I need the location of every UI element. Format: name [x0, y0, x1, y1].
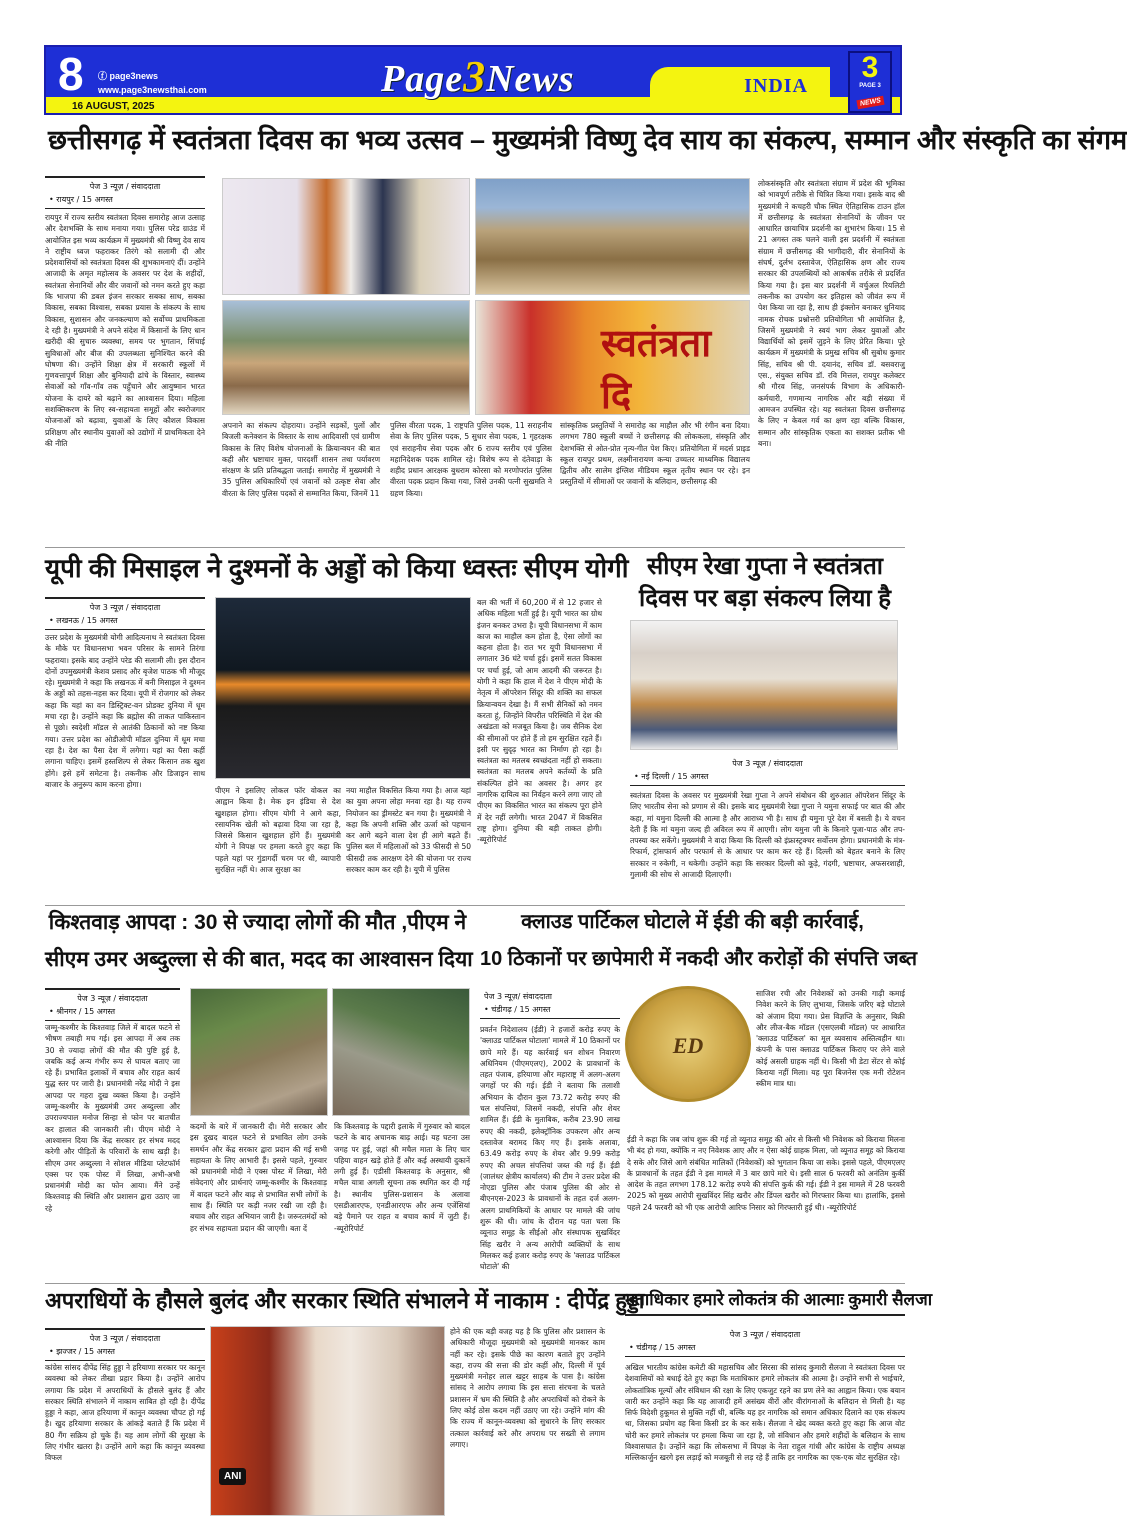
article-column: अखिल भारतीय कांग्रेस कमेटी की महासचिव और सिरसा की सांसद कुमारी सैलजा ने स्वतंत्रता दिवस पर देशवासियों को बधाई देते हुए कहा कि मताधिकार हमारे लोकतंत्र की आत्मा है। उन्होंने सभी से भाईचारे, लोकतांत्रिक मूल्यों और संविधान की रक्षा के लिए एकजुट रहने का प्रण लेने का आह्वान किया। एक बयान जारी कर उन्होंने कहा कि यह आजादी हमें असंख्य वीरों और वीरांगनाओं के बलिदान से मिली है। यह सिर्फ विदेशी हुकूमत से मुक्ति नहीं थी, बल्कि यह हर नागरिक को समान अधिकार दिलाने का एक संकल्प था, जिसका प्रयोग वह बिना किसी डर के कर सके। सैलजा ने खेद व्यक्त करते हुए कहा कि आज वोट चोरी कर हमारे लोकतंत्र पर हमला किया जा रहा है, जो संविधान और हमारे शहीदों के बलिदान के साथ विश्वासघात है। उन्होंने कहा कि लोकसभा में विपक्ष के नेता राहुल गांधी और कांग्रेस के राष्ट्रीय अध्यक्ष मल्लिकार्जुन खरगे इस लड़ाई को मजबूती से लड़ रहे हैं ताकि हर नागरिक का एक-एक वोट सुरक्षित रहे।	[625, 1363, 905, 1463]
headline-ed-line1: क्लाउड पार्टिकल घोटाले में ईडी की बड़ी कार्रवाई,	[521, 911, 864, 933]
byline-place: • श्रीनगर / 15 अगस्त	[49, 1007, 115, 1016]
masthead	[44, 45, 902, 115]
issue-date: 16 AUGUST, 2025	[72, 101, 155, 112]
article-column: रायपुर में राज्य स्तरीय स्वतंत्रता दिवस समारोह आज उत्साह और देशभक्ति के साथ मनाया गया। पुलिस परेड ग्राउंड में आयोजित इस भव्य कार्यक्रम में मुख्यमंत्री श्री विष्णु देव साय ने राष्ट्रीय ध्वज फहराकर तिरंगे को सलामी दी और प्रदेशवासियों को स्वतंत्रता दिवस की शुभकामनाएं दीं। उन्होंने आजादी के अमृत महोत्सव के अवसर पर देश के शहीदों, स्वतंत्रता सेनानियों और वीर जवानों को नमन करते हुए कहा कि भाजपा की डबल इंजन सरकार सबका साथ, सबका विकास, सबका विश्वास, सबका प्रयास के संकल्प के साथ विकास, सुशासन और जनकल्याण को सर्वोच्च प्राथमिकता दे रही है। मुख्यमंत्री ने अपने संदेश में किसानों के लिए धान खरीदी की सुचारु व्यवस्था, समय पर भुगतान, सिंचाई सुविधाओं और बीज की उपलब्धता सुनिश्चित करने की घोषणा की। उन्होंने शिक्षा क्षेत्र में सरकारी स्कूलों में गुणवत्तापूर्ण शिक्षा और बुनियादी ढांचे के विस्तार, स्वास्थ्य सेवाओं को गाँव-गाँव तक पहुँचाने और आयुष्मान भारत योजना के दायरे को बढ़ाने का आश्वासन दिया। महिला सशक्तिकरण के लिए स्व-सहायता समूहों और स्वरोजगार योजनाओं को बढ़ावा, युवाओं के लिए कौशल विकास प्रशिक्षण और स्थानीय युवाओं को उद्योगों में प्राथमिकता देने की नीति	[45, 213, 205, 448]
region-label: INDIA	[744, 75, 808, 97]
article-column: प्रवर्तन निदेशालय (ईडी) ने हजारों करोड़ रुपए के 'क्लाउड पार्टिकल घोटाला' मामले में 10 ठिकानों पर छापे मारे हैं। यह कार्रवाई धन शोधन निवारण अधिनियम (पीएमएलए), 2002 के प्रावधानों के तहत पंजाब, हरियाणा और महाराष्ट्र में अलग-अलग जगहों पर की गई। ईडी ने बताया कि तलाशी अभियान के दौरान कुल 73.72 करोड़ रुपए की चल संपत्तियां, जिसमें नकदी, संपत्ति और शेयर शामिल हैं। ईडी के मुताबिक, करीब 23.90 लाख रुपए की नकदी, इलेक्ट्रॉनिक उपकरण और अन्य दस्तावेज बरामद किए गए हैं। इसके अलावा, 63.49 करोड़ रुपए के शेयर और 9.99 करोड़ रुपए की अचल संपत्तियां जब्त की गई हैं। ईडी (जालंधर क्षेत्रीय कार्यालय) की टीम ने उत्तर प्रदेश की नोएडा पुलिस और पंजाब पुलिस की ओर से बीएनएस-2023 के प्रावधानों के तहत दर्ज अलग-अलग प्राथमिकियों के आधार पर मामले की जांच शुरू की थी। जांच के दौरान यह पता चला कि व्यूनाउ समूह के सीईओ और संस्थापक सुखविंदर सिंह खरौर ने अन्य आरोपी व्यक्तियों के साथ मिलकर कई हजार करोड़ रुपए के 'क्लाउड पार्टिकल घोटाले' की	[480, 1025, 620, 1272]
section-divider	[45, 1283, 905, 1284]
byline	[630, 755, 905, 786]
article-column: जम्मू-कश्मीर के किश्तवाड़ जिले में बादल फटने से भीषण तबाही मच गई। इस आपदा में अब तक 30 से ज्यादा लोगों की मौत की पुष्टि हुई है, जबकि कई अन्य गंभीर रूप से घायल बताए जा रहे हैं। प्रभावित इलाकों में बचाव और राहत कार्य युद्ध स्तर पर जारी है। प्रधानमंत्री नरेंद्र मोदी ने इस आपदा पर गहरा दुख व्यक्त किया है। उन्होंने जम्मू-कश्मीर के मुख्यमंत्री उमर अब्दुल्ला और उपराज्यपाल मनोज सिन्हा से फोन पर बातचीत कर हालात की जानकारी ली। पीएम मोदी ने आश्वासन दिया कि केंद्र सरकार हर संभव मदद करेगी और पीड़ितों के परिवारों के साथ खड़ी है। सीएम उमर अब्दुल्ला ने सोशल मीडिया प्लेटफॉर्म एक्स पर एक पोस्ट में लिखा, अभी-अभी प्रधानमंत्री मोदी का फोन आया। मैंने उन्हें किश्तवाड़ की स्थिति और प्रशासन द्वारा उठाए जा रहे	[45, 1023, 180, 1213]
byline-place: • रायपुर / 15 अगस्त	[49, 195, 113, 204]
newspaper-logo	[381, 51, 575, 102]
byline	[45, 1328, 205, 1361]
article-column: पुलिस वीरता पदक, 1 राष्ट्रपति पुलिस पदक, 11 सराहनीय सेवा के लिए पुलिस पदक, 5 सुधार सेवा पदक, 1 गृहरक्षक एवं सराहनीय सेवा पदक और 6 राज्य स्तरीय एवं पुलिस महानिदेशक पदक शामिल रहे। विशेष रूप से दंतेवाड़ा के शहीद प्रधान आरक्षक बुधराम कोरसा को मरणोपरांत पुलिस वीरता पदक प्रदान किया गया, जिसे उनकी पत्नी सुखमति ने ग्रहण किया।	[390, 421, 552, 498]
headline-kishtwar-line1: किश्तवाड़ आपदा : 30 से ज्यादा लोगों की मौत ,पीएम ने	[48, 911, 467, 934]
byline-source: पेज 3 न्यूज़ / संवाददाता	[89, 1334, 161, 1343]
byline	[45, 988, 180, 1021]
article-column: साजिश रची और निवेशकों को उनकी गाढ़ी कमाई निवेश करने के लिए लुभाया, जिसके जरिए बड़े घोटाले को अंजाम दिया गया। प्रेस विज्ञप्ति के अनुसार, बिक्री और लीज-बैक मॉडल (एसएलबी मॉडल) पर आधारित 'क्लाउड पार्टिकल' का मूल व्यवसाय अस्तित्वहीन था। कंपनी के पास क्लाउड पार्टिकल किराए पर लेने वाले कोई असली ग्राहक नहीं थे। किसी भी डेटा सेंटर से कोई किराया नहीं मिला। यह पूरा बिजनेस एक मनी रोटेशन स्कीम मात्र था।	[756, 989, 905, 1089]
byline-place: • चंडीगढ़ / 15 अगस्त	[629, 1343, 696, 1352]
ed-seal-emblem	[625, 986, 751, 1102]
article-column: होने की एक बड़ी वजह यह है कि पुलिस और प्रशासन के अधिकारी मौजूदा मुख्यमंत्री को मुख्यमंत्री मानकर काम नहीं कर रहे। इसके पीछे का कारण बताते हुए उन्होंने कहा, राज्य की सत्ता की डोर कहीं और, दिल्ली में पूर्व मुख्यमंत्री मनोहर लाल खट्टर साहब के पास है। कांग्रेस सांसद ने आरोप लगाया कि इस सत्ता संरचना के चलते प्रशासन में भ्रम की स्थिति है और अपराधियों को रोकने के लिए कोई ठोस कदम नहीं उठाए जा रहे। उन्होंने मांग की कि राज्य में कानून-व्यवस्था को सुधारने के लिए सरकार तत्काल कार्रवाई करे और अपराध पर सख्ती से लगाम लगाए।	[450, 1327, 605, 1449]
photo-marching-contingent	[222, 300, 470, 415]
photo-yogi-address	[215, 597, 471, 779]
headline-rekha-gupta-line1: सीएम रेखा गुप्ता ने स्वतंत्रता	[646, 553, 884, 580]
facebook-handle-text: page3news	[109, 71, 159, 81]
headline-hooda: अपराधियों के हौसले बुलंद और सरकार स्थिति संभालने में नाकाम : दीपेंद्र हुड्डा	[45, 1288, 645, 1313]
article-column: कदमों के बारे में जानकारी दी। मेरी सरकार और इस दुखद बादल फटने से प्रभावित लोग उनके समर्थन और केंद्र सरकार द्वारा प्रदान की गई सभी सहायता के लिए आभारी हैं। इससे पहले, गुरुवार को प्रधानमंत्री मोदी ने एक्स पोस्ट में लिखा, मेरी संवेदनाएं और प्रार्थनाएं जम्मू-कश्मीर के किश्तवाड़ में बादल फटने और बाढ़ से प्रभावित सभी लोगों के साथ हैं। स्थिति पर कड़ी नजर रखी जा रही है। बचाव और राहत अभियान जारी है। जरूरतमंदों को हर संभव सहायता प्रदान की जाएगी। बता दें	[190, 1122, 327, 1233]
headline-yogi: यूपी की मिसाइल ने दुश्मनों के अड्डों को किया ध्वस्तः सीएम योगी	[45, 553, 629, 583]
byline-place: • झज्जर / 15 अगस्त	[49, 1347, 115, 1356]
article-column: स्वतंत्रता दिवस के अवसर पर मुख्यमंत्री रेखा गुप्ता ने अपने संबोधन की शुरुआत ऑपरेशन सिंदूर के लिए भारतीय सेना को प्रणाम से की। इसके बाद मुख्यमंत्री रेखा गुप्ता ने यमुना सफाई पर बात की और कहा, मां यमुना दिल्ली की आत्मा है और आराध्य भी है। साथ ही यमुना पूरे देश में बसती है। ये वचन देती हैं कि मां यमुना जल्द ही अविरल रूप में आएगी। लोग यमुना जी के किनारे पूजा-पाठ और तप-तपस्या कर सकेंगे। मुख्यमंत्री ने वादा किया कि दिल्ली को इंफ्रास्ट्रक्चर सर्वोत्तम होगा। प्रधानमंत्री के मंत्र- रिफार्म, ट्रांसफार्म और परफार्म से के आधार पर काम कर रहे हैं। दिल्ली को बेहतर बनाने के लिए सरकार न रुकेगी, न थकेगी। उन्होंने कहा कि सरकार दिल्ली को कूड़े, गंदगी, भ्रष्टाचार, अफसरशाही, गुलामी की सोच से आजादी दिलाएगी।	[630, 791, 905, 880]
photo-cm-speech-banner	[475, 300, 750, 415]
ed-seal-text: ED	[672, 1033, 704, 1058]
photo-cm-flag-hoisting	[222, 178, 470, 295]
byline	[625, 1326, 905, 1357]
byline-place: • नई दिल्ली / 15 अगस्त	[634, 772, 708, 781]
article-column: नया माहौल विकसित किया गया है। आज यहां का युवा अपना लोहा मनवा रहा है। यह राज्य नियोजन का ड्रीमस्टेट बन गया है। मुख्यमंत्री ने कहा कि अपनी शक्ति और ऊर्जा को पहचान कर आगे बढ़ने वाला देश ही आगे बढ़ते हैं। पुलिस बल में महिलाओं को 33 फीसदी से 50 फीसदी तक आरक्षण देने की योजना पर राज्य सरकार काम कर रही है। यूपी में पुलिस	[346, 786, 471, 875]
section-divider	[45, 905, 905, 906]
headline-rekha-gupta-line2: दिवस पर बड़ा संकल्प लिया है	[638, 585, 892, 612]
badge-news: NEWS	[856, 96, 884, 110]
logo-word-news: News	[486, 58, 575, 100]
byline-source: पेज 3 न्यूज़ / संवाददाता	[89, 182, 161, 191]
badge-label: PAGE 3	[859, 83, 881, 89]
byline-source: पेज 3 न्यूज़ / संवाददाता	[729, 1330, 801, 1339]
photo-rekha-gupta-ceremony	[630, 620, 898, 750]
article-column: बल की भर्ती में 60,200 में से 12 हजार से अधिक महिला भर्ती हुई है। यूपी भारत का ग्रोथ इंजन बनकर उभरा है। यूपी विधानसभा में काम काज का माहौल कम होता है, ऐसा लोगों का कहना होता है। रात भर यूपी विधानसभा में लगातार 36 घंटे चर्चा हुई। इसमें सतत विकास पर चर्चा हुई, जो आम आदमी की जरूरत है। योगी ने कहा कि हाल में देश ने पीएम मोदी के नेतृत्व में ऑपरेशन सिंदूर की शक्ति का सफल क्रियान्वयन देखा है। मैं सभी सैनिकों को नमन करता हूं, जिन्होंने विपरीत परिस्थिति में देश की अखंडता को मजबूत किया है। जब सैनिक देश की सीमाओं पर होते हैं तो हम सुरक्षित रहते हैं। इसी पर सुदृढ़ भारत का निर्माण हो रहा है। स्वतंत्रता का मतलब स्वच्छंदता नहीं हो सकता। स्वतंत्रता का मतलब अपने कर्तव्यों के प्रति संकल्पित होने का अवसर है। अगर हर नागरिक दायित्व का निर्वहन करने लगा जाए तो पीएम का विकसित भारत का संकल्प पूरा होने में देर नहीं लगेगी। भारत 2047 में विकसित राष्ट्र होगा। दुनिया की बड़ी ताकत होगी। -ब्यूरोरिपोर्ट	[477, 598, 602, 845]
page-number: 8	[58, 48, 84, 100]
headline-selja: मताधिकार हमारे लोकतंत्र की आत्माः कुमारी सैलजा	[625, 1290, 905, 1316]
website-link[interactable]: www.page3newsthai.com	[98, 85, 207, 95]
byline-place: • लखनऊ / 15 अगस्त	[49, 616, 118, 625]
article-column: ईडी ने कहा कि जब जांच शुरू की गई तो व्यूनाउ समूह की ओर से किसी भी निवेशक को किराया मिलना भी बंद हो गया, क्योंकि न नए निवेशक आए और न ऐसा कोई ग्राहक मिला, जो व्यूनाउ समूह को किराया दे सके और जिसे आगे संबंधित मालिकों (निवेशकों) को भुगतान किया जा सके। इससे पहले, पीएमएलए के प्रावधानों के तहत ईडी ने इस मामले में 3 बार छापे मारे थे। इसी साल 6 फरवरी को अनंतिम कुर्की आदेश के तहत लगभग 178.12 करोड़ रुपये की संपत्ति कुर्क की गई। ईडी ने इस मामले में 28 फरवरी 2025 को मुख्य आरोपी सुखविंदर सिंह खरौर और डिंपल खरौर को गिरफ्तार किया था। हालांकि, इससे पहले 24 फरवरी को भी एक आरोपी आरिफ निसार को गिरफ्तारी हुई थी। -ब्यूरोरिपोर्ट	[627, 1135, 905, 1212]
article-column: अपनाने का संकल्प दोहराया। उन्होंने सड़कों, पुलों और बिजली कनेक्शन के विस्तार के साथ आदिवासी एवं ग्रामीण विकास के लिए विशेष योजनाओं के क्रियान्वयन की बात कही और भ्रष्टाचार मुक्त, पारदर्शी शासन तथा पर्यावरण संरक्षण के प्रति प्रतिबद्धता जताई। समारोह में मुख्यमंत्री ने 35 पुलिस अधिकारियों एवं जवानों को उत्कृष्ट सेवा और वीरता के लिए पुलिस पदकों से सम्मानित किया, जिनमें 11	[222, 421, 380, 498]
photo-rescue-operation	[332, 988, 470, 1116]
logo-word-page: Page	[381, 58, 464, 100]
headline-ed-line2: 10 ठिकानों पर छापेमारी में नकदी और करोड़ों की संपत्ति जब्त	[480, 948, 917, 970]
byline-place: • चंडीगढ़ / 15 अगस्त	[484, 1005, 551, 1014]
page3-badge	[848, 51, 892, 113]
facebook-icon: ⓕ	[98, 71, 110, 81]
article-column: लोकसंस्कृति और स्वतंत्रता संग्राम में प्रदेश की भूमिका को भावपूर्ण तरीके से चित्रित किया गया। इसके बाद श्री मुख्यमंत्री ने कचहरी चौक स्थित ऐतिहासिक टाउन हॉल में छत्तीसगढ़ के स्वतंत्रता सेनानियों के जीवन पर आधारित छायाचित्र प्रदर्शनी का शुभारंभ किया। 15 से 21 अगस्त तक चलने वाली इस प्रदर्शनी में स्वतंत्रता संग्राम में छत्तीसगढ़ की भागीदारी, वीर सेनानियों के संघर्ष, दुर्लभ दस्तावेज, ऐतिहासिक क्षण और राज्य सरकार की उपलब्धियों को आकर्षक तरीके से प्रदर्शित किया गया है। इस बार प्रदर्शनी में वर्चुअल रियलिटी तकनीक का उपयोग कर इतिहास को जीवंत रूप में पेश किया जा रहा है, साथ ही इंक्लोन बनाकर धुनियाद नामक रोचक प्रश्नोत्तरी प्रतियोगिता भी आयोजित है, जिसमें मुख्यमंत्री ने स्वयं भाग लेकर युवाओं और विद्यार्थियों को इसमें जुड़ने के लिए प्रेरित किया। पूरे कार्यक्रम में मुख्यमंत्री के प्रमुख सचिव श्री सुबोध कुमार सिंह, सचिव श्री पी. दयानंद, सचिव डॉ. बसवराजु एस., संयुक्त सचिव डॉ. रवि मित्तल, रायपुर कलेक्टर श्री गौरव सिंह, जनसंपर्क विभाग के अधिकारी-कर्मचारी, गणमान्य नागरिक और बड़ी संख्या में आमजन उपस्थित रहे। यह स्वतंत्रता दिवस छत्तीसगढ़ के लिए न केवल गर्व का क्षण रहा बल्कि विकास, सम्मान और सांस्कृतिक एकता का सशक्त प्रतीक भी बना।	[758, 179, 905, 448]
article-column: कांग्रेस सांसद दीपेंद्र सिंह हुड्डा ने हरियाणा सरकार पर कानून व्यवस्था को लेकर तीखा प्रहार किया है। उन्होंने आरोप लगाया कि प्रदेश में अपराधियों के हौसले बुलंद हैं और सरकार स्थिति संभालने में नाकाम साबित हो रही है। दीपेंद्र हुड्डा ने कहा, आज हरियाणा में कानून व्यवस्था चौपट हो गई है। खुद हरियाणा सरकार के आंकड़े बताते हैं कि प्रदेश में 80 गैंग सक्रिय हो चुके हैं। यह आम लोगों की सुरक्षा के लिए गंभीर खतरा है। उन्होंने आगे कहा कि कानून व्यवस्था विफल	[45, 1363, 205, 1463]
ani-microphone-label: ANI	[219, 1468, 246, 1485]
photo-landslide	[190, 988, 328, 1116]
photo-deepender-hooda	[210, 1326, 445, 1516]
photo-police-parade	[475, 178, 750, 295]
byline	[45, 597, 205, 630]
byline	[45, 176, 205, 209]
article-column: कि किश्तवाड़ के पद्दारी इलाके में गुरुवार को बादल फटने के बाद अचानक बाढ़ आई। यह घटना उस जगह पर हुई, जहां श्री मचैल माता के लिए चार पहिया वाहन खड़े होते हैं और कई अस्थायी दुकानें लगी हुई हैं। एडीसी किश्तवाड़ के अनुसार, श्री मचैल यात्रा अगली सूचना तक स्थगित कर दी गई है। स्थानीय पुलिस-प्रशासन के अलावा एसडीआरएफ, एनडीआरएफ और अन्य एजेंसियां बड़े पैमाने पर राहत व बचाव कार्य में जुटी हैं। -ब्यूरोरिपोर्ट	[334, 1122, 470, 1233]
logo-three: 3	[463, 52, 487, 101]
article-column: पीएम ने इसलिए लोकल फॉर वोकल का आह्वान किया है। मेक इन इंडिया से देश खुशहाल होगा। सीएम योगी ने आगे कहा, रसायनिक खेती को बढ़ावा दिया जा रहा है, जिससे किसान खुशहाल होंगे हैं। मुख्यमंत्री योगी ने विपक्ष पर हमला करते हुए कहा कि पहले यहां पर गुंडागर्दी चरम पर थी, व्यापारी सुरक्षित नहीं थे। आज सुरक्षा का	[215, 786, 341, 875]
facebook-handle[interactable]	[98, 69, 158, 82]
article-column: सांस्कृतिक प्रस्तुतियों ने समारोह का माहौल और भी रंगीन बना दिया। लगभग 780 स्कूली बच्चों ने छत्तीसगढ़ की लोककला, संस्कृति और देशभक्ति से ओत-प्रोत नृत्य-गीत पेश किए। प्रतियोगिता में मदर्स प्राइड स्कूल रायपुर प्रथम, लक्ष्मीनारायण कन्या उच्चतर माध्यमिक विद्यालय द्वितीय और सालेम इंग्लिश मीडियम स्कूल तृतीय स्थान पर रहे। इन प्रस्तुतियों में सीमाओं पर जवानों के बलिदान, छत्तीसगढ़ की	[560, 421, 750, 487]
byline-source: पेज 3 न्यूज़ / संवाददाता	[732, 759, 803, 768]
headline-chhattisgarh: छत्तीसगढ़ में स्वतंत्रता दिवस का भव्य उत्सव – मुख्यमंत्री विष्णु देव साय का संकल्प, सम्मान और संस्कृति का संगम	[48, 125, 1127, 155]
badge-number: 3	[861, 51, 879, 84]
section-divider	[45, 547, 905, 548]
byline-source: पेज 3 न्यूज़ / संवाददाता	[77, 994, 148, 1003]
byline-source: पेज 3 न्यूज़ / संवाददाता	[89, 603, 161, 612]
photo-banner-text: स्वतंत्रता दि	[601, 323, 712, 417]
article-column: उत्तर प्रदेश के मुख्यमंत्री योगी आदित्यनाथ ने स्वतंत्रता दिवस के मौके पर विधानसभा भवन परिसर के सामने तिरंगा फहराया। इसके बाद उन्होंने परेड की सलामी ली। इस दौरान दोनों उपमुख्यमंत्री केशव प्रसाद और बृजेश पाठक भी मौजूद रहे। मुख्यमंत्री ने कहा कि लखनऊ में बनी मिसाइल ने दुश्मन के अड्डों को तहस-नहस कर दिया। यूपी में रोजगार को लेकर कहा कि यहां का वन डिस्ट्रिक्ट-वन प्रोडक्ट दुनिया में धूम मचा रहा है। उन्होंने कहा कि ब्रह्मोस की ताकत पाकिस्तान से पूछो। स्वदेशी मॉडल से आतंकी ठिकानों को नष्ट किया गया। उत्तर प्रदेश का ओडीओपी मॉडल दुनिया में धूम मचा रहा है। देश का पैसा देश में लगेगा। यहां का पैसा कहीं लगाना चाहिए। इसमें हस्तशिल्प से लेकर किसान तक खुश होंगे। इसे हमें समेटना है। तकनीक और डिजाइन साथ बाजार के अनुरूप काम करना होगा।	[45, 633, 205, 789]
byline-source: पेज 3 न्यूज़/ संवाददाता	[484, 992, 552, 1001]
byline	[480, 988, 620, 1019]
headline-kishtwar-line2: सीएम उमर अब्दुल्ला से की बात, मदद का आश्वासन दिया	[45, 948, 473, 971]
